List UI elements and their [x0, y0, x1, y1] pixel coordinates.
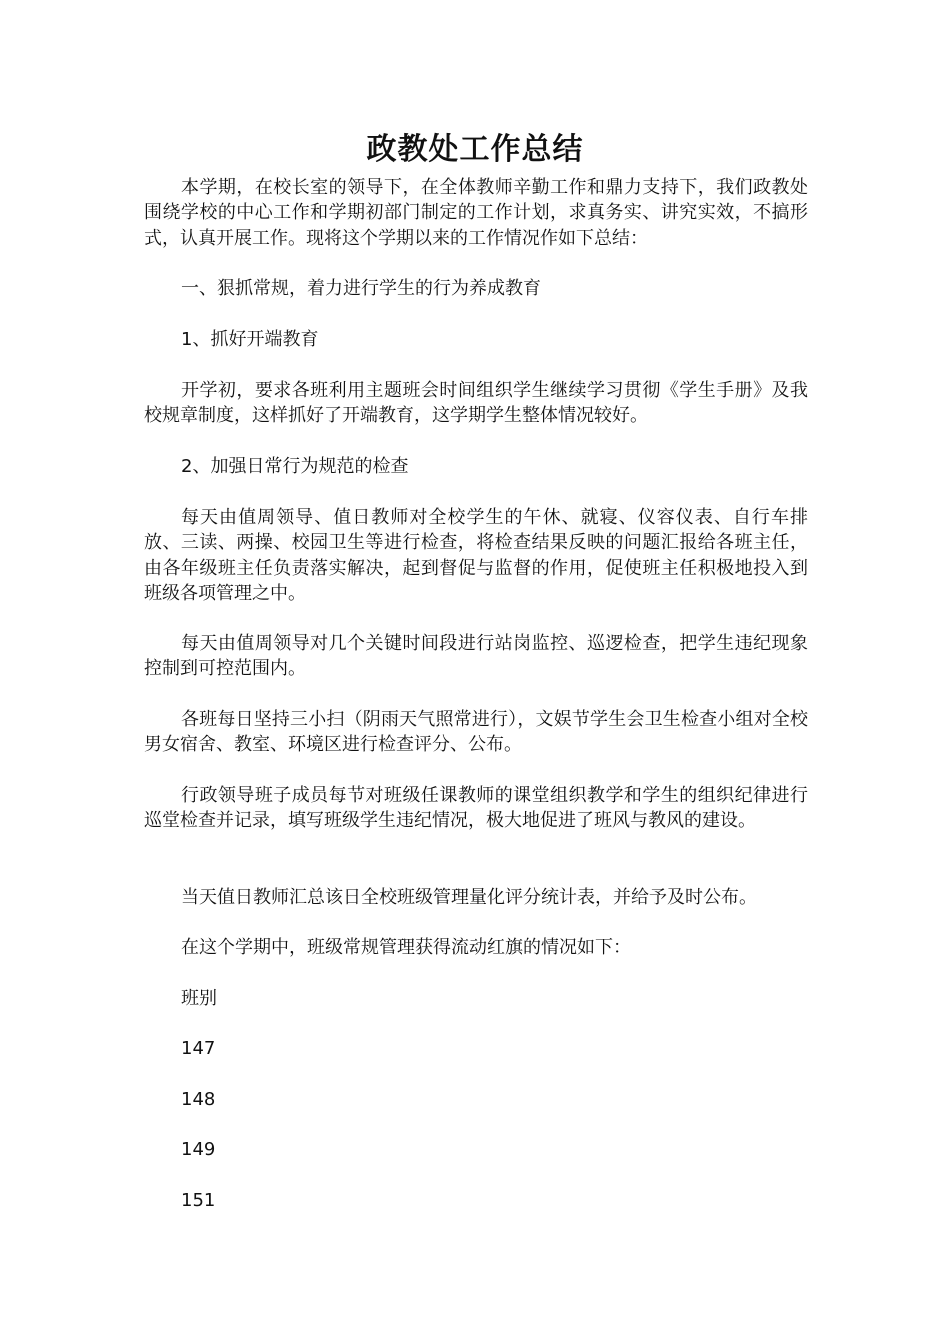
class-table-header: 班别: [181, 988, 217, 1009]
section1-heading: 一、狠抓常规，着力进行学生的行为养成教育: [181, 278, 541, 299]
intro-paragraph: 本学期，在校长室的领导下，在全体教师辛勤工作和鼎力支持下，我们政教处围绕学校的中心工作和学期初部门制定的工作计划，求真务实、讲究实效，不搞形式，认真开展工作。现将这个学期以来的工作情况作如下总结：: [144, 177, 808, 249]
sub1-paragraph: 开学初，要求各班利用主题班会时间组织学生继续学习贯彻《学生手册》及我校规章制度，这样抓好了开端教育，这学期学生整体情况较好。: [144, 380, 808, 427]
sub2-paragraph-2: 每天由值周领导对几个关键时间段进行站岗监控、巡逻检查，把学生违纪现象控制到可控范围内。: [144, 633, 808, 680]
sub2-paragraph-6: 在这个学期中，班级常规管理获得流动红旗的情况如下：: [181, 937, 631, 958]
class-item: 147: [181, 1038, 216, 1059]
sub2-paragraph-3: 各班每日坚持三小扫（阴雨天气照常进行），文娱节学生会卫生检查小组对全校男女宿舍、教室、环境区进行检查评分、公布。: [144, 709, 808, 756]
sub2-heading: 2、加强日常行为规范的检查: [181, 456, 409, 477]
class-item: 149: [181, 1139, 216, 1160]
sub1-heading: 1、抓好开端教育: [181, 329, 319, 350]
sub2-paragraph-1: 每天由值周领导、值日教师对全校学生的午休、就寝、仪容仪表、自行车排放、三读、两操、校园卫生等进行检查，将检查结果反映的问题汇报给各班主任，由各年级班主任负责落实解决，起到督促与监督的作用，促使班主任积极地投入到班级各项管理之中。: [144, 507, 808, 605]
class-item: 151: [181, 1190, 216, 1211]
sub2-paragraph-5: 当天值日教师汇总该日全校班级管理量化评分统计表，并给予及时公布。: [181, 887, 757, 908]
sub2-paragraph-4: 行政领导班子成员每节对班级任课教师的课堂组织教学和学生的组织纪律进行巡堂检查并记录，填写班级学生违纪情况，极大地促进了班风与教风的建设。: [144, 785, 808, 832]
document-title: 政教处工作总结: [366, 132, 584, 167]
class-item: 148: [181, 1089, 216, 1110]
